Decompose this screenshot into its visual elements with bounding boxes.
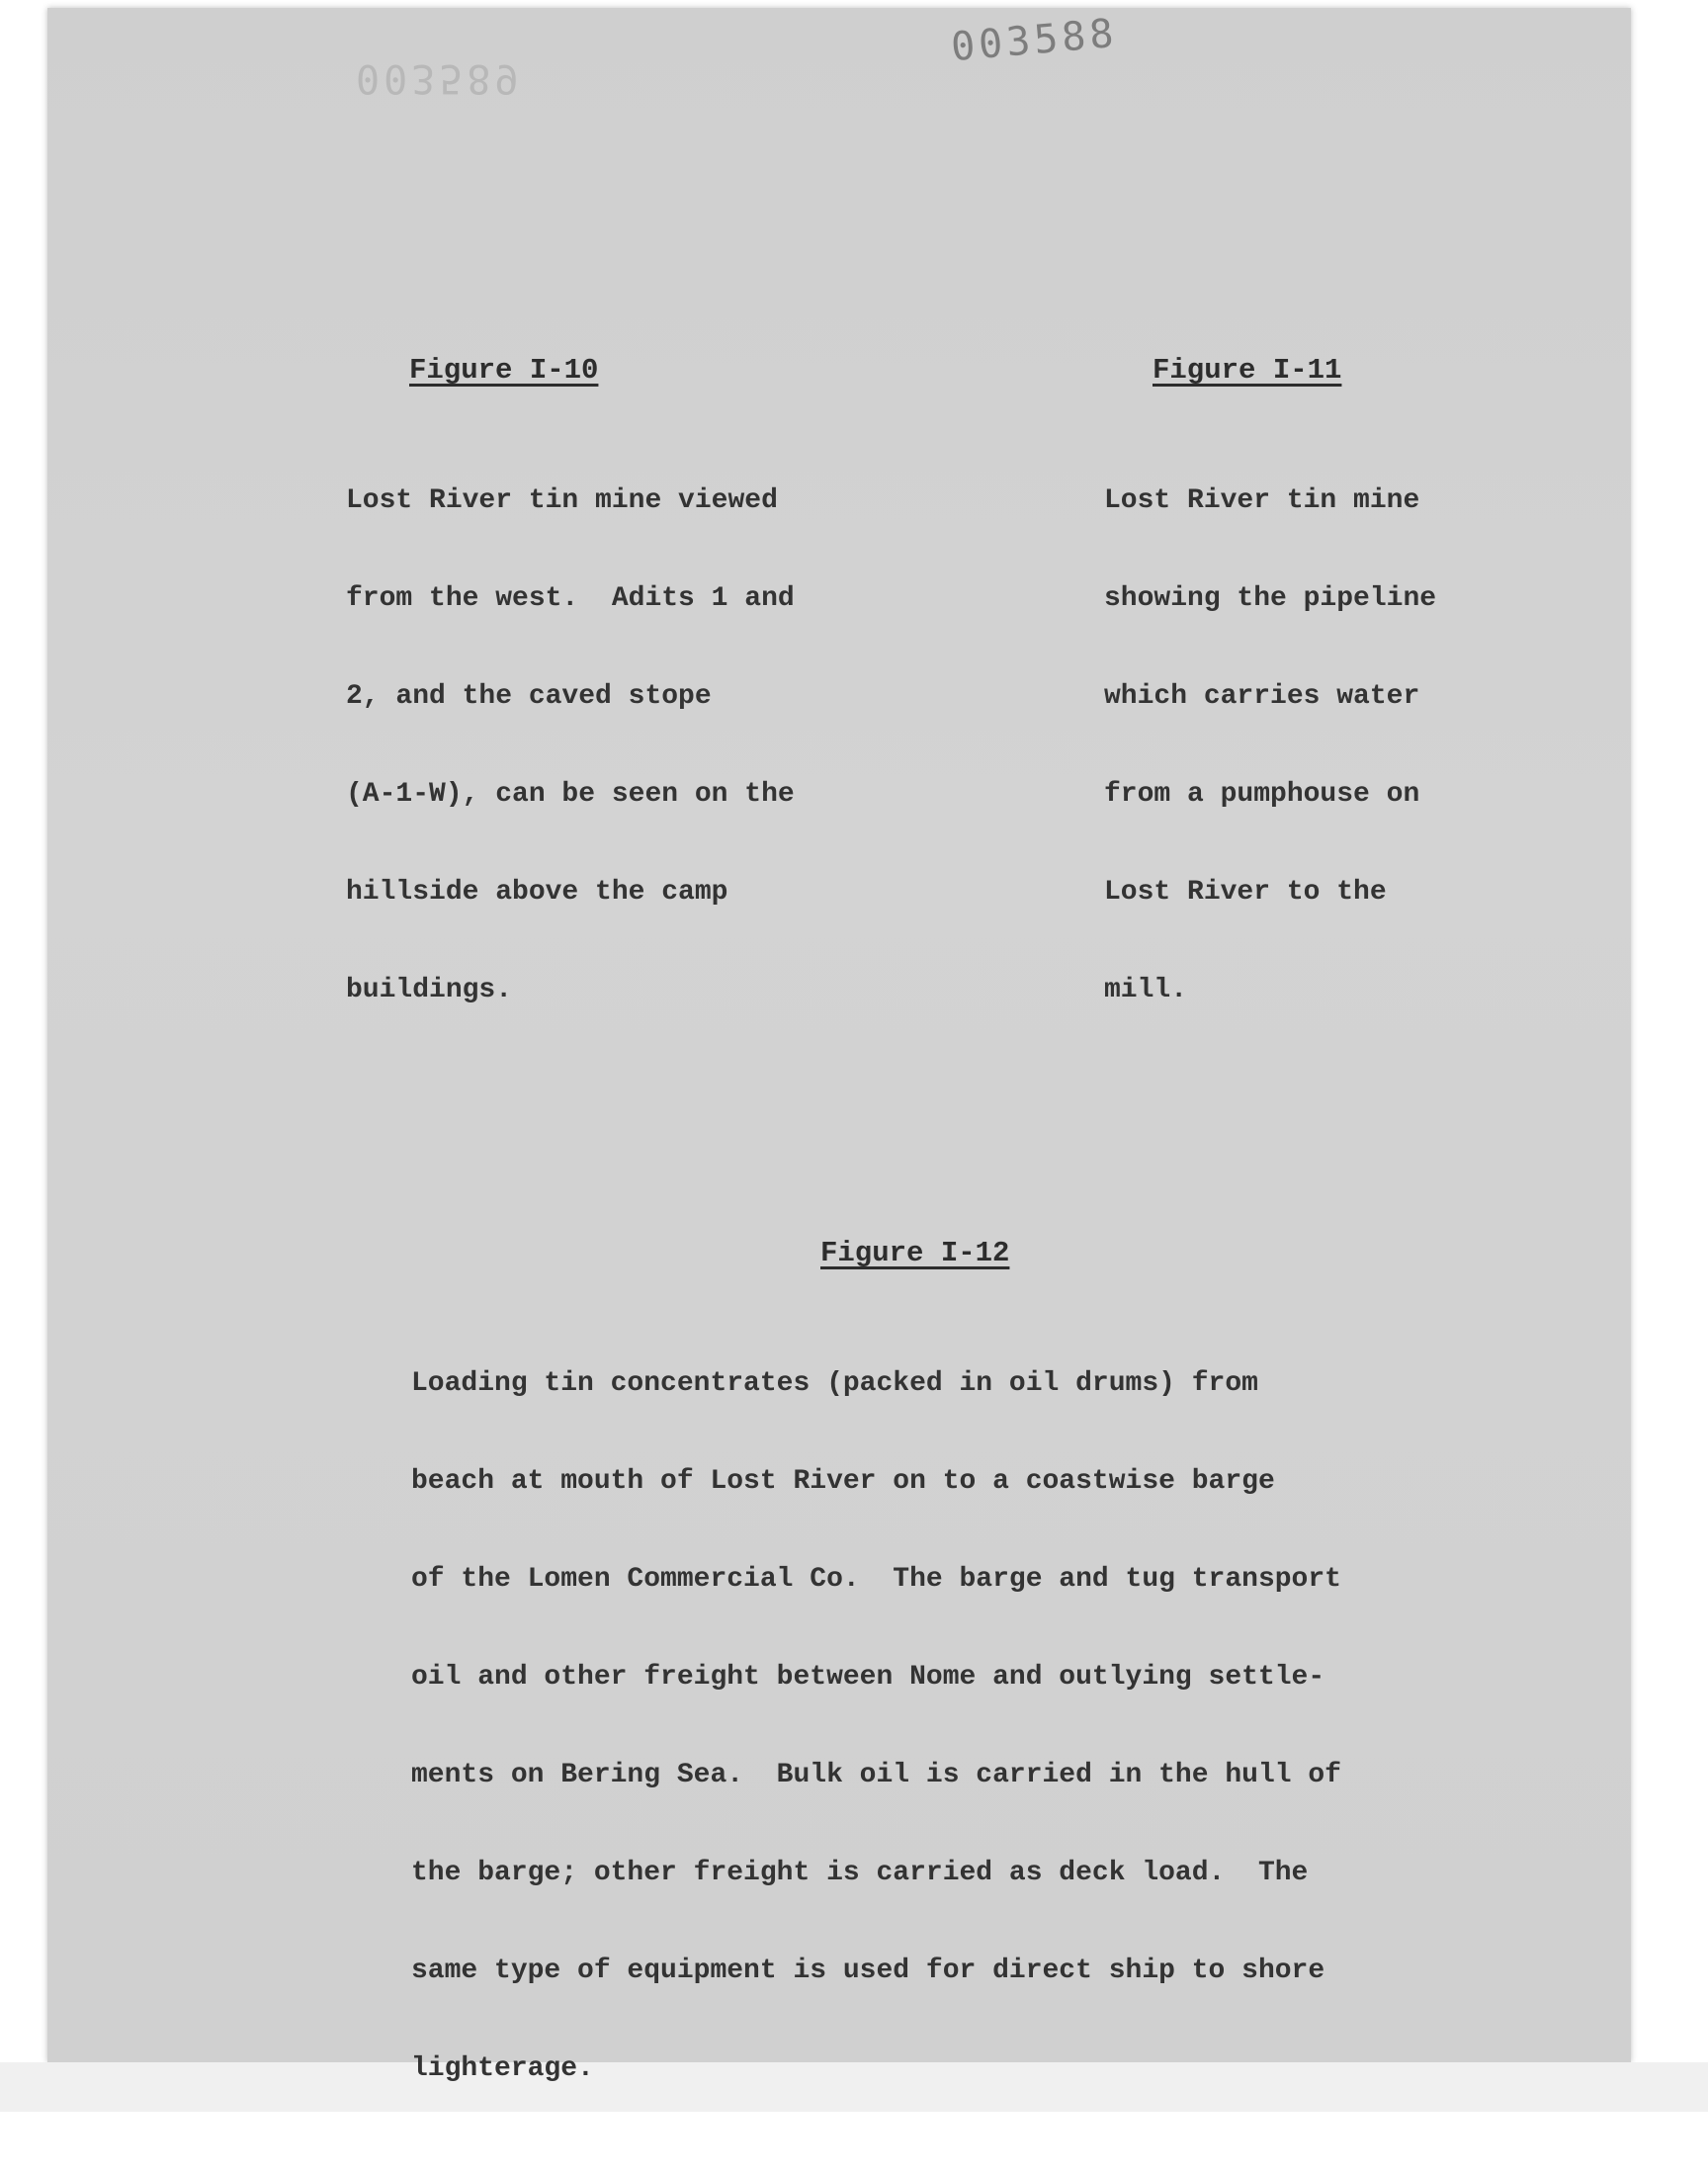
caption-line: beach at mouth of Lost River on to a coastwise barge (411, 1466, 1275, 1497)
caption-line: Lost River tin mine viewed (346, 485, 778, 516)
figure-i-12-title: Figure I-12 (820, 1237, 1010, 1269)
caption-line: from the west. Adits 1 and (346, 583, 795, 614)
caption-line: which carries water (1104, 681, 1420, 712)
page-stamp-number: 003588 (949, 10, 1120, 71)
caption-line: 2, and the caved stope (346, 681, 712, 712)
caption-line: oil and other freight between Nome and outlying settle- (411, 1662, 1325, 1693)
caption-line: mill. (1104, 975, 1188, 1005)
caption-line: the barge; other freight is carried as deck load. The (411, 1858, 1309, 1888)
caption-line: ments on Bering Sea. Bulk oil is carried in the hull of (411, 1760, 1341, 1790)
figure-i-11-title: Figure I-11 (1153, 354, 1342, 387)
caption-line: of the Lomen Commercial Co. The barge and tug transport (411, 1564, 1341, 1595)
figure-i-10-caption (346, 419, 795, 1039)
caption-line: Loading tin concentrates (packed in oil drums) from (411, 1368, 1258, 1399)
caption-line: Lost River tin mine (1104, 485, 1420, 516)
figure-i-10-title: Figure I-10 (409, 354, 599, 387)
caption-line: from a pumphouse on (1104, 779, 1420, 810)
figure-i-11-caption (1104, 419, 1436, 1039)
caption-line: showing the pipeline (1104, 583, 1437, 614)
caption-line: hillside above the camp (346, 877, 728, 908)
figure-i-12-caption (411, 1302, 1341, 2118)
caption-line: lighterage. (411, 2053, 594, 2084)
bleed-through-number: 003589 (356, 55, 523, 101)
caption-line: same type of equipment is used for direct ship to shore (411, 1956, 1325, 1986)
caption-line: (A-1-W), can be seen on the (346, 779, 795, 810)
caption-line: buildings. (346, 975, 513, 1005)
caption-line: Lost River to the (1104, 877, 1387, 908)
